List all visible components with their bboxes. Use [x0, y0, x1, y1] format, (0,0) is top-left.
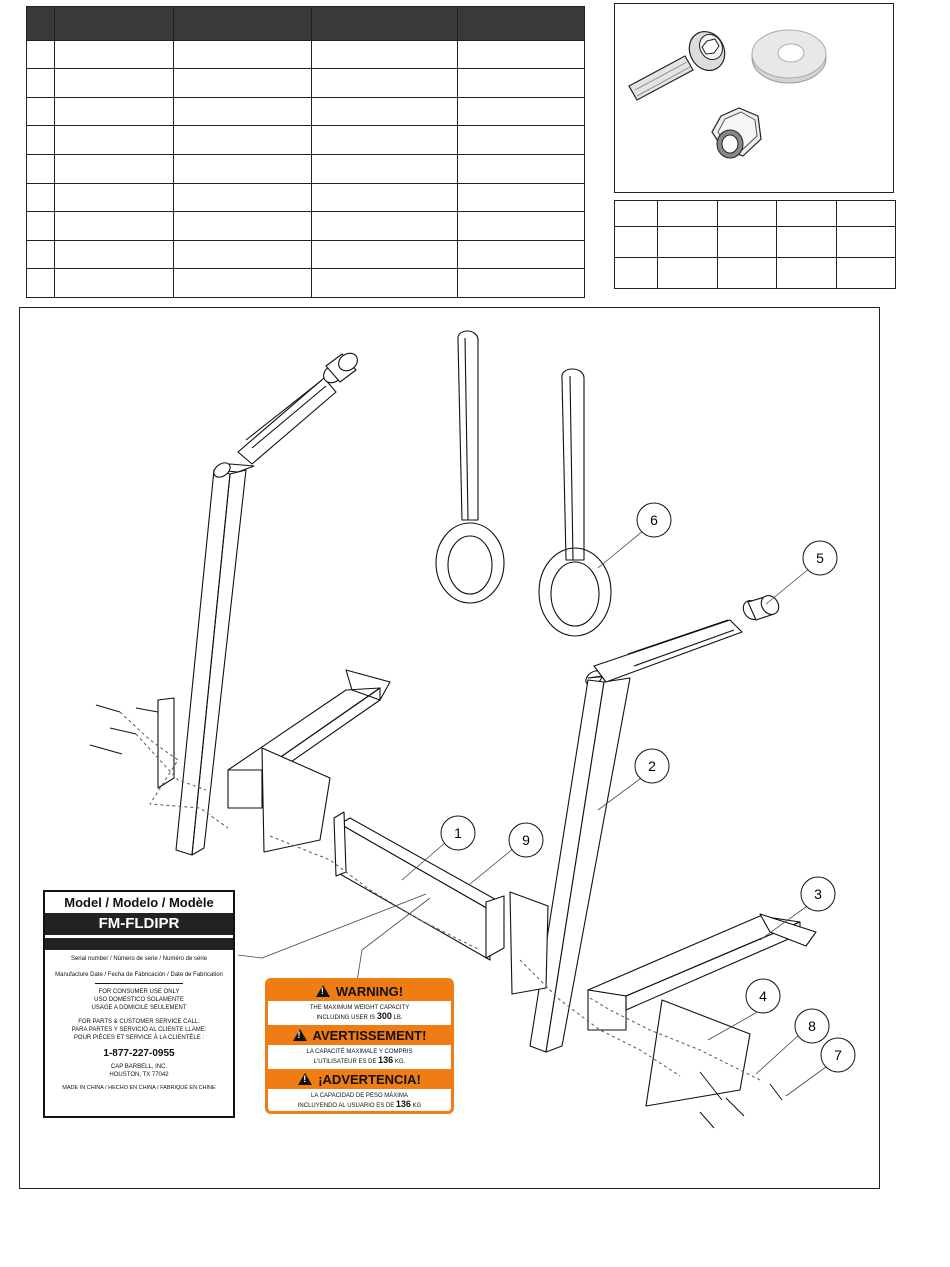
svg-text:7: 7: [834, 1047, 842, 1063]
warning-icon: [298, 1073, 312, 1085]
warning-label: [265, 978, 454, 1114]
right-base-leg: [588, 914, 816, 1030]
warning-header-en: ! WARNING!: [268, 981, 451, 1001]
callout-1: [441, 816, 475, 850]
callout-4: [746, 979, 780, 1013]
callout-8: [795, 1009, 829, 1043]
model-label: [43, 890, 235, 1118]
right-end-cap: [740, 592, 783, 623]
made-in-note: MADE IN CHINA / HECHO EN CHINA / FABRIQUÉ EN CHINE: [62, 1085, 216, 1091]
warning-header-fr: ! AVERTISSEMENT!: [268, 1025, 451, 1045]
svg-text:4: 4: [759, 988, 767, 1004]
svg-text:6: 6: [650, 512, 658, 528]
left-end-cap: [320, 350, 361, 387]
model-label-bar: [45, 938, 233, 950]
model-label-header: Model / Modelo / Modèle: [64, 895, 214, 910]
warning-icon: [293, 1029, 307, 1041]
callout-9: [509, 823, 543, 857]
right-ring: [539, 369, 611, 636]
callout-5: [803, 541, 837, 575]
manufacture-date-label: Manufacture Date / Fecha de Fabricación / Date de Fabrication: [55, 972, 223, 978]
callout-7: [821, 1038, 855, 1072]
warning-text-fr: LA CAPACITÉ MAXIMALE Y COMPRIS L'UTILISATEUR ES DE 136 KG.: [306, 1049, 413, 1065]
svg-text:1: 1: [454, 825, 462, 841]
svg-text:9: 9: [522, 832, 530, 848]
company-address: CAP BARBELL, INC. HOUSTON, TX 77042: [109, 1064, 169, 1078]
model-number: FM-FLDIPR: [45, 913, 233, 935]
svg-text:3: 3: [814, 886, 822, 902]
callout-2: [635, 749, 669, 783]
serial-number-label: Serial number / Número de serie / Numéro de série: [70, 956, 208, 962]
svg-text:5: 5: [816, 550, 824, 566]
left-ring: [436, 331, 504, 603]
svg-text:8: 8: [808, 1018, 816, 1034]
service-phone: 1-877-227-0955: [103, 1048, 175, 1059]
warning-header-es: ! ¡ADVERTENCIA!: [268, 1069, 451, 1089]
warning-text-es: LA CAPACIDAD DE PESO MÁXIMA INCLUYENDO AL USUARIO ES DE 136 KG: [297, 1093, 422, 1109]
crossbar: [334, 812, 504, 960]
callout-6: [637, 503, 671, 537]
consumer-use-note: FOR CONSUMER USE ONLY USO DOMESTICO SOLAMENTE USAGE A DOMICILE SEULEMENT: [91, 989, 187, 1011]
callout-3: [801, 877, 835, 911]
label-divider: [95, 983, 183, 984]
warning-icon: [316, 985, 330, 997]
svg-text:2: 2: [648, 758, 656, 774]
warning-text-en: THE MAXIMUM WEIGHT CAPACITY INCLUDING USER IS 300 LB.: [309, 1005, 410, 1021]
service-note: FOR PARTS & CUSTOMER SERVICE CALL: PARA PARTES Y SERVICIO AL CLIENTE LLAME: POUR PIÈCES ET SERVICE À LA CLIENTÈLE :: [71, 1019, 207, 1041]
